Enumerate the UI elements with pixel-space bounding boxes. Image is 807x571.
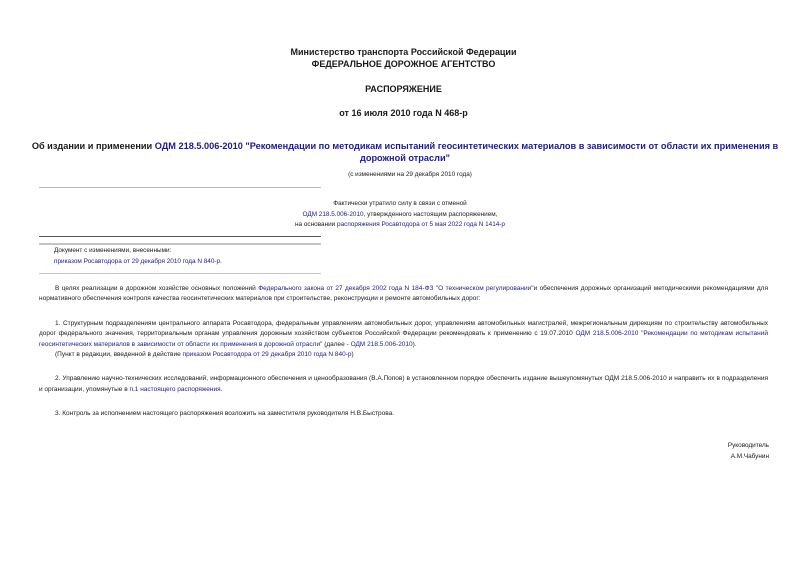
document-date-number: от 16 июля 2010 года N 468-р bbox=[339, 108, 468, 118]
item-2-paragraph: 2. Управлению научно-технических исследований, информационного обеспечения и ценообразования (В.А.Попов) в установленном порядке обеспечить издание вышеупомянутых ОДМ 218.5.006-2010 и направить их в подразделения и организации, упомянутые в п.1 настоящего распоряжения. bbox=[39, 375, 768, 393]
document-title bbox=[30, 140, 780, 164]
signature-block bbox=[728, 441, 769, 462]
changes-block: Документ с изменениями, внесенными: приказом Росавтодора от 29 декабря 2010 года N 840-р. bbox=[54, 246, 324, 267]
item-1-edit-note: (Пункт в редакции, введенной в действие приказом Росавтодора от 29 декабря 2010 года N 840-р) bbox=[55, 351, 354, 359]
status-line-1: Фактически утратило силу в связи с отменой bbox=[333, 200, 467, 207]
document-body bbox=[39, 284, 768, 420]
status-block: Фактически утратило силу в связи с отменой ОДМ 218.5.006-2010, утвержденного настоящим распоряжением, на основании распоряжения Росавтодора от 5 мая 2022 года N 1414-р bbox=[250, 199, 550, 231]
divider-mid-light bbox=[39, 243, 321, 245]
signatory-position: Руководитель bbox=[727, 442, 769, 449]
changes-label: Документ с изменениями, внесенными: bbox=[54, 247, 172, 254]
signatory-name: А.М.Чабунин bbox=[730, 452, 769, 460]
agency-name: ФЕДЕРАЛЬНОЕ ДОРОЖНОЕ АГЕНТСТВО bbox=[311, 59, 496, 69]
item-1-odm-link[interactable]: ОДМ 218.5.006-2010 "Рекомендации по методикам испытаний геосинтетических материалов в зависимости от области их применения в дорожной отрасли" bbox=[39, 330, 768, 348]
item-3-paragraph: 3. Контроль за исполнением настоящего распоряжения возложить на заместителя руководителя Н.В.Быстрова. bbox=[55, 410, 395, 418]
document-type: РАСПОРЯЖЕНИЕ bbox=[365, 84, 442, 94]
title-prefix: Об издании и применении bbox=[31, 141, 155, 151]
item-1-paragraph: 1. Структурным подразделениям центрального аппарата Росавтодора, федеральным управлениям автомобильных дорог, управлениям автомобильных магистралей, межрегиональным дирекциям по строительству автомобильных дорог федерального значения, территориальным органам управления дорожным хозяйством субъектов Российской Федерации рекомендовать к применению с 19.07.2010 ОДМ 218.5.006-2010 "Рекомендации по методикам испытаний геосинтетических материалов в зависимости от области их применения в дорожной отрасли" (далее - ОДМ 218.5.006-2010). bbox=[39, 319, 768, 348]
changes-order-link[interactable]: приказом Росавтодора от 29 декабря 2010 года N 840-р bbox=[54, 257, 221, 265]
amendments-note: (с изменениями на 29 декабря 2010 года) bbox=[348, 171, 472, 178]
document-header bbox=[0, 46, 807, 119]
title-link-odm[interactable]: ОДМ 218.5.006-2010 "Рекомендации по методикам испытаний геосинтетических материалов в зависимости от области их применения в дорожной отрасли" bbox=[154, 141, 779, 163]
item-1-note-order-link[interactable]: приказом Росавтодора от 29 декабря 2010 года N 840-р bbox=[182, 351, 352, 359]
divider-top bbox=[39, 187, 321, 188]
divider-mid-dark bbox=[39, 236, 321, 237]
status-odm-link[interactable]: ОДМ 218.5.006-2010 bbox=[302, 210, 364, 218]
item-2-clause-link[interactable]: п.1 настоящего распоряжения bbox=[129, 385, 221, 393]
status-repeal-order-link[interactable]: распоряжения Росавтодора от 5 мая 2022 года N 1414-р bbox=[337, 221, 505, 228]
ministry-name: Министерство транспорта Российской Федерации bbox=[290, 47, 517, 57]
item-1-odm-short-link[interactable]: ОДМ 218.5.006-2010 bbox=[350, 340, 413, 348]
preamble-paragraph: В целях реализации в дорожном хозяйстве основных положений Федерального закона от 27 декабря 2002 года N 184-ФЗ "О техническом регулировании"и обеспечения дорожных организаций методическими рекомендациями для нормативного обеспечения контроля качества геосинтетических материалов при строительстве, реконструкции и ремонте автомобильных дорог: bbox=[39, 285, 768, 303]
divider-bottom bbox=[39, 273, 321, 274]
federal-law-link[interactable]: Федерального закона от 27 декабря 2002 года N 184-ФЗ "О техническом регулировании" bbox=[258, 285, 534, 292]
